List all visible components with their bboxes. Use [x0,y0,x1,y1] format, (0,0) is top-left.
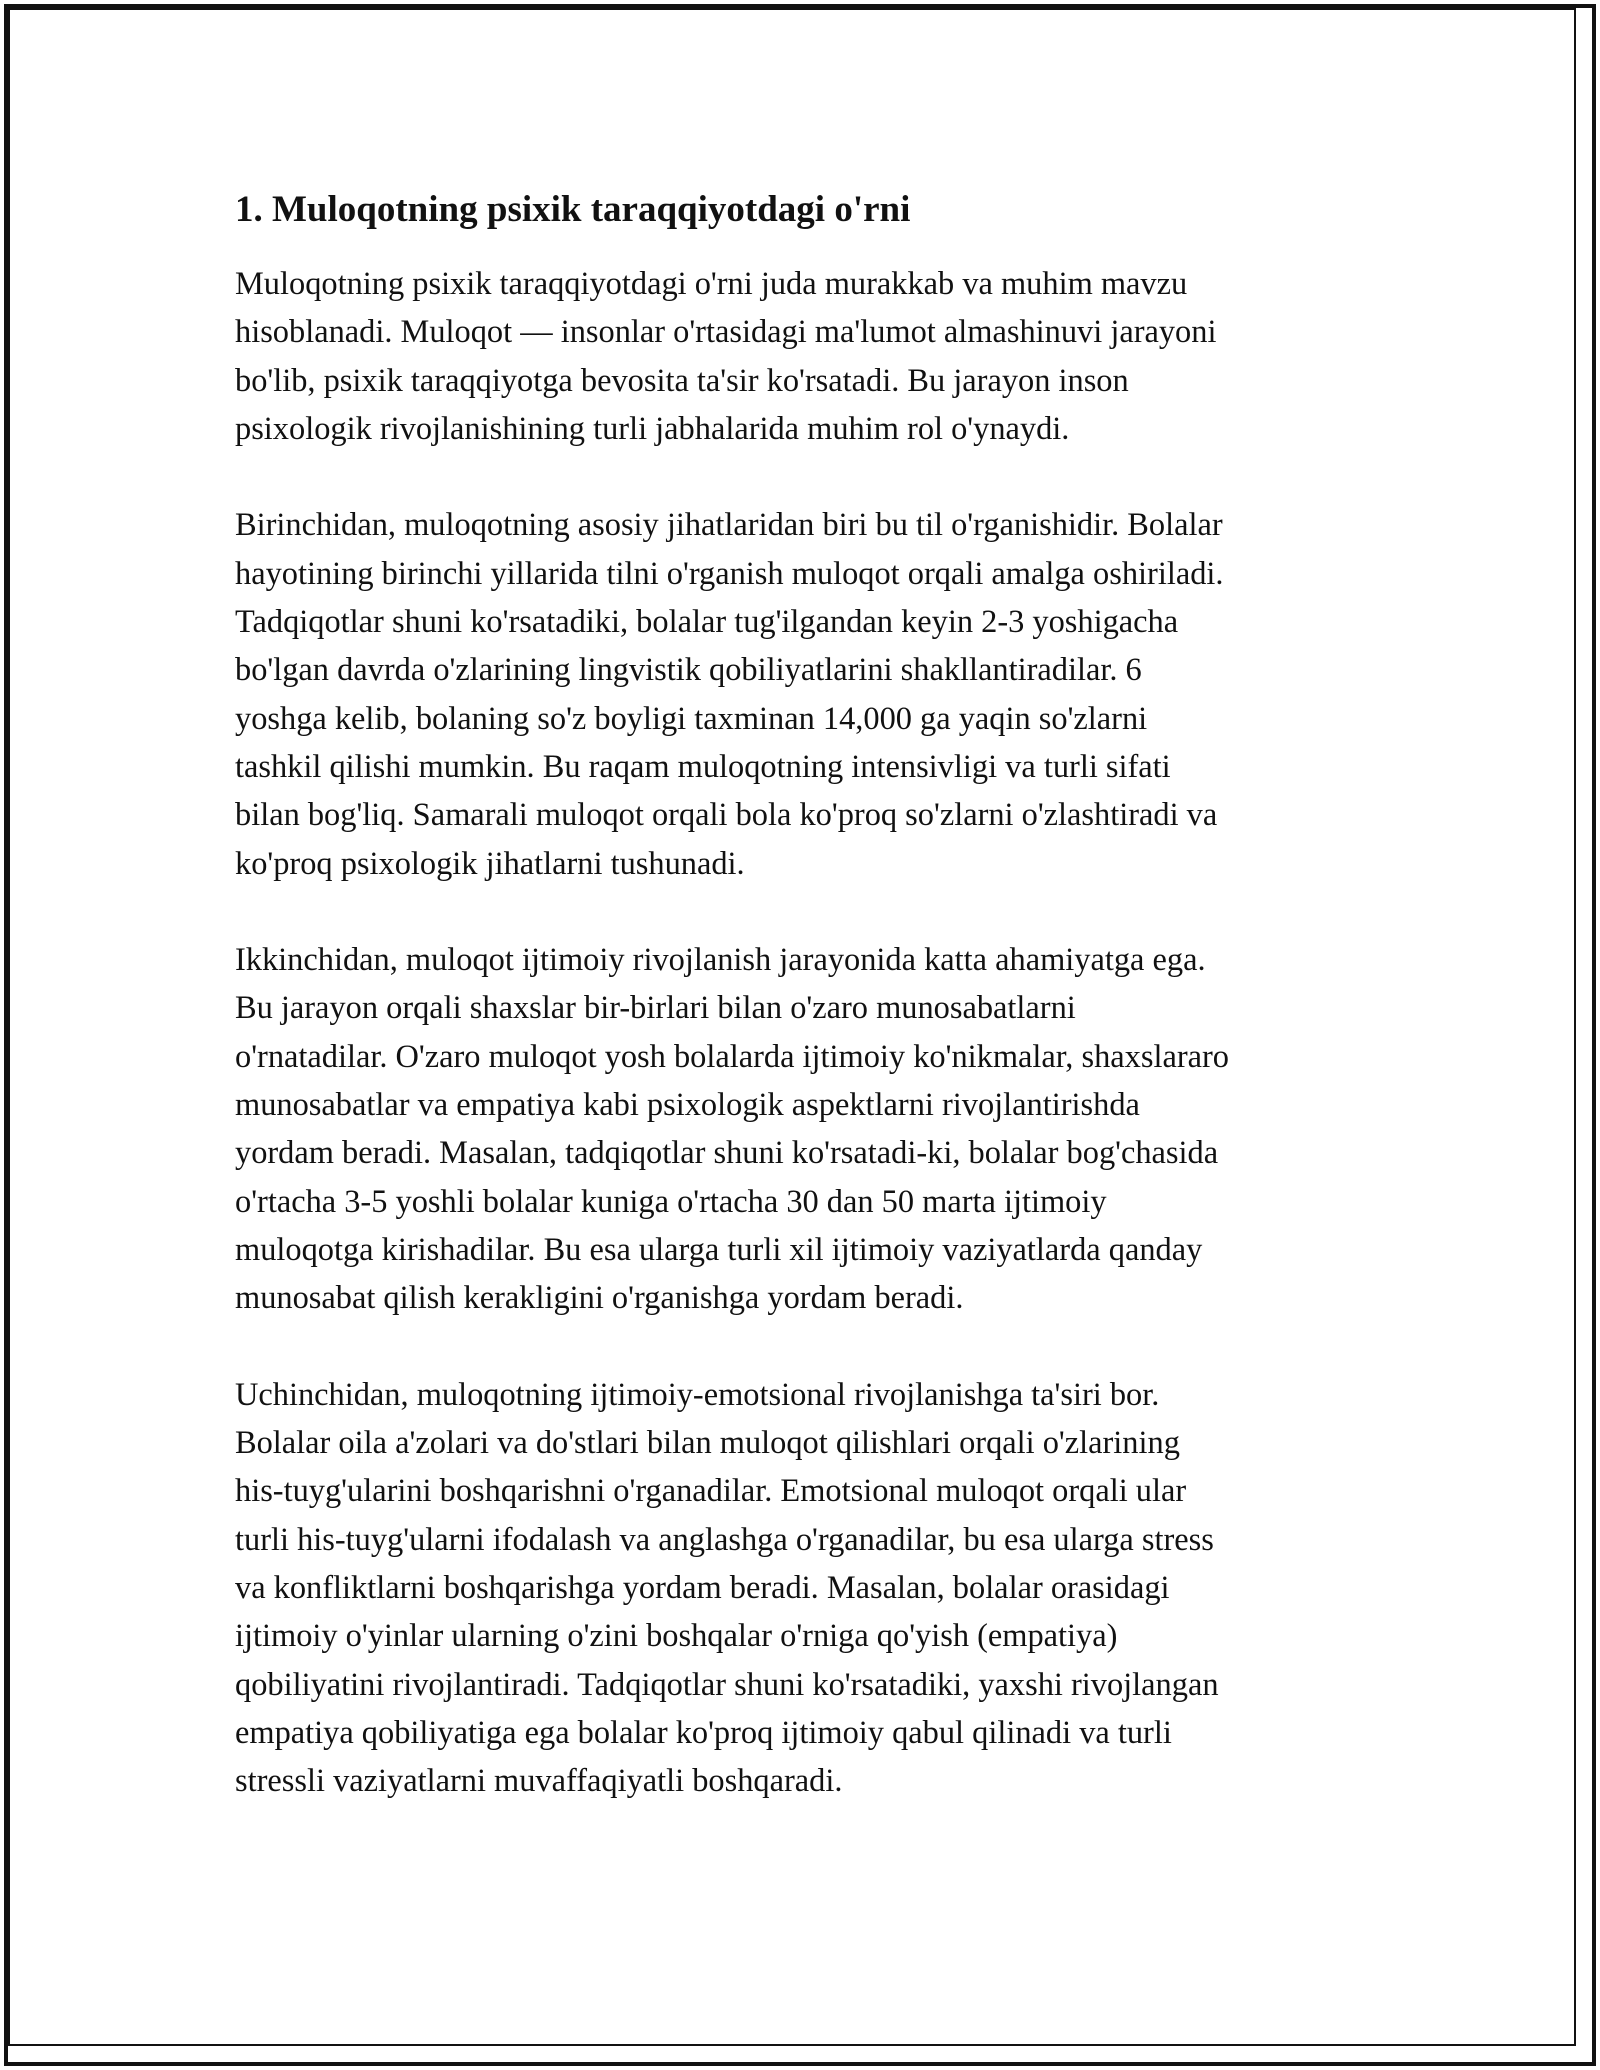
paragraph-line: yoshga kelib, bolaning so'z boyligi taxminan 14,000 ga yaqin so'zlarni [235,700,1148,737]
paragraph-1 [235,260,1375,453]
paragraph-line: Tadqiqotlar shuni ko'rsatadiki, bolalar tug'ilgandan keyin 2-3 yoshigacha [235,604,1179,641]
paragraph-line: ko'proq psixologik jihatlarni tushunadi. [235,845,745,882]
paragraph-line: ijtimoiy o'yinlar ularning o'zini boshqalar o'rniga qo'yish (empatiya) [235,1618,1118,1655]
document-body [235,184,1375,1854]
paragraph-line: yordam beradi. Masalan, tadqiqotlar shuni ko'rsatadi-ki, bolalar bog'chasida [235,1135,1219,1172]
paragraph-line: turli his-tuyg'ularni ifodalash va anglashga o'rganadilar, bu esa ularga stress [235,1521,1214,1558]
paragraph-4 [235,1371,1375,1806]
paragraph-line: Bolalar oila a'zolari va do'stlari bilan muloqot qilishlari orqali o'zlarining [235,1425,1180,1462]
paragraph-line: muloqotga kirishadilar. Bu esa ularga turli xil ijtimoiy vaziyatlarda qanday [235,1231,1203,1268]
paragraph-line: o'rnatadilar. O'zaro muloqot yosh bolalarda ijtimoiy ko'nikmalar, shaxslararo [235,1038,1229,1075]
paragraph-line: Ikkinchidan, muloqot ijtimoiy rivojlanish jarayonida katta ahamiyatga ega. [235,942,1206,979]
paragraph-line: bo'lgan davrda o'zlarining lingvistik qobiliyatlarini shakllantiradilar. 6 [235,652,1142,689]
paragraph-line: psixologik rivojlanishining turli jabhalarida muhim rol o'ynaydi. [235,410,1070,447]
paragraph-line: va konfliktlarni boshqarishga yordam beradi. Masalan, bolalar orasidagi [235,1570,1170,1607]
paragraph-line: hisoblanadi. Muloqot — insonlar o'rtasidagi ma'lumot almashinuvi jarayoni [235,314,1217,351]
paragraph-line: tashkil qilishi mumkin. Bu raqam muloqotning intensivligi va turli sifati [235,748,1171,785]
paragraph-line: o'rtacha 3-5 yoshli bolalar kuniga o'rtacha 30 dan 50 marta ijtimoiy [235,1183,1107,1220]
paragraph-3 [235,936,1375,1322]
paragraph-2 [235,501,1375,887]
paragraph-line: Muloqotning psixik taraqqiyotdagi o'rni juda murakkab va muhim mavzu [235,266,1188,302]
paragraph-line: Uchinchidan, muloqotning ijtimoiy-emotsional rivojlanishga ta'siri bor. [235,1376,1160,1413]
paragraph-line: Bu jarayon orqali shaxslar bir-birlari bilan o'zaro munosabatlarni [235,990,1076,1027]
paragraph-line: qobiliyatini rivojlantiradi. Tadqiqotlar shuni ko'rsatadiki, yaxshi rivojlangan [235,1666,1219,1703]
paragraph-line: bo'lib, psixik taraqqiyotga bevosita ta'sir ko'rsatadi. Bu jarayon inson [235,362,1129,399]
paragraph-line: munosabatlar va empatiya kabi psixologik aspektlarni rivojlantirishda [235,1087,1140,1124]
paragraph-line: his-tuyg'ularini boshqarishni o'rganadilar. Emotsional muloqot orqali ular [235,1473,1187,1510]
section-title: 1. Muloqotning psixik taraqqiyotdagi o'rni [235,189,911,230]
paragraph-line: munosabat qilish kerakligini o'rganishga yordam beradi. [235,1280,964,1317]
paragraph-line: empatiya qobiliyatiga ega bolalar ko'proq ijtimoiy qabul qilinadi va turli [235,1714,1172,1751]
paragraph-line: hayotining birinchi yillarida tilni o'rganish muloqot orqali amalga oshiriladi. [235,555,1224,592]
paragraph-line: stressli vaziyatlarni muvaffaqiyatli boshqaradi. [235,1763,843,1800]
paragraph-line: Birinchidan, muloqotning asosiy jihatlaridan biri bu til o'rganishidir. Bolalar [235,507,1223,544]
paragraph-line: bilan bog'liq. Samarali muloqot orqali bola ko'proq so'zlarni o'zlashtiradi va [235,797,1218,834]
